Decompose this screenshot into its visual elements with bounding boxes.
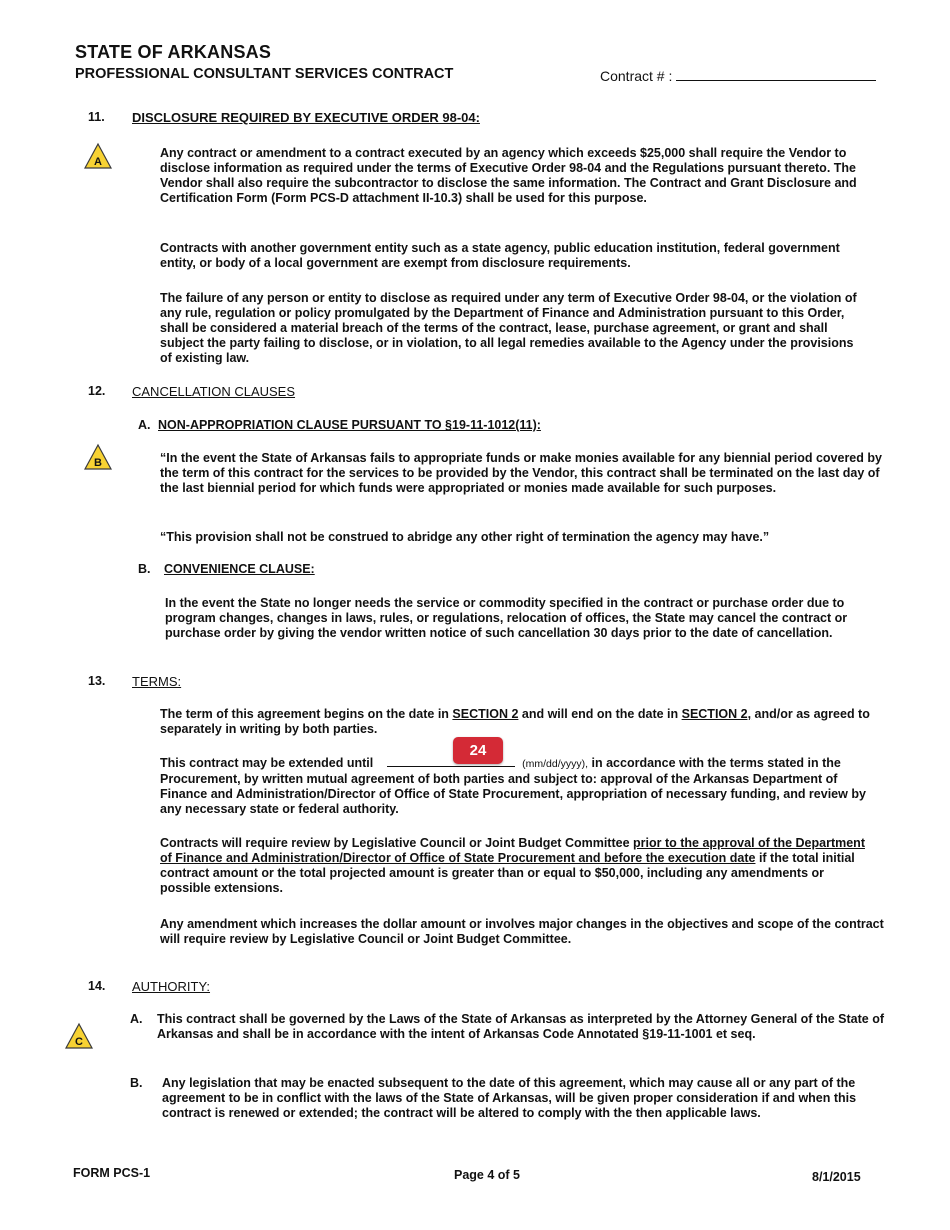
warning-c-letter: C bbox=[75, 1036, 83, 1048]
contract-number-field[interactable] bbox=[600, 68, 876, 84]
section-12-title: CANCELLATION CLAUSES bbox=[132, 384, 296, 399]
approval-timing-text: prior to the approval of the Department of Finance and Administration/Director of Office of State Procurement and before the execution date bbox=[160, 836, 865, 865]
warning-a-letter: A bbox=[94, 156, 102, 168]
warning-c-icon bbox=[64, 1022, 94, 1050]
contract-number-label: Contract # : bbox=[600, 68, 673, 84]
section-14a-text: This contract shall be governed by the Laws of the State of Arkansas as interpreted by the Attorney General of the State of Arkansas and shall be in accordance with the intent of Arkansas Code Annotated §19-11-1001 et seq. bbox=[157, 1012, 885, 1041]
section-12-number: 12. bbox=[88, 384, 106, 398]
section-12a-title: NON-APPROPRIATION CLAUSE PURSUANT TO §19-11-1012(11): bbox=[158, 418, 541, 432]
contract-number-line bbox=[676, 68, 876, 81]
section-12b-label: B. bbox=[138, 562, 151, 576]
section-11-paragraph-1: Any contract or amendment to a contract executed by an agency which exceeds $25,000 shall require the Vendor to disclose information as required under the terms of Executive Order 98-04 and the Regulations pursuant thereto. The Vendor shall also require the subcontractor to disclose the same information. The Contract and Grant Disclosure and Certification Form (Form PCS-D attachment II-10.3) shall be used for this purpose. bbox=[160, 146, 857, 205]
section-2-reference: SECTION 2 bbox=[452, 707, 519, 721]
section-11-paragraph-2: Contracts with another government entity such as a state agency, public education institution, federal government entity, or body of a local government are exempt from disclosure requirements. bbox=[160, 241, 840, 270]
section-12b-title: CONVENIENCE CLAUSE: bbox=[164, 562, 315, 576]
section-12a-paragraph-1: “In the event the State of Arkansas fails to appropriate funds or make monies available for any biennial period covered by the term of this contract for the services to be provided by the Vendor, this contract shall be terminated on the last day of the last biennial period for which funds were appropriated or monies made available for such purposes. bbox=[160, 451, 882, 495]
document-subtitle: PROFESSIONAL CONSULTANT SERVICES CONTRACT bbox=[75, 66, 454, 82]
field-number-badge: 24 bbox=[453, 737, 503, 764]
form-date: 8/1/2015 bbox=[812, 1170, 861, 1184]
warning-b-icon bbox=[83, 443, 113, 471]
section-11-title: DISCLOSURE REQUIRED BY EXECUTIVE ORDER 98-04: bbox=[132, 110, 480, 125]
section-2-reference-end: SECTION 2, bbox=[681, 707, 752, 721]
date-format-hint: (mm/dd/yyyy), bbox=[522, 758, 589, 770]
section-11-paragraph-3: The failure of any person or entity to disclose as required under any term of Executive Order 98-04, or the violation of any rule, regulation or policy promulgated by the Department of Finance and Administration pursuant to this Order, shall be considered a material breach of the terms of the contract, lease, purchase agreement, or grant and shall subject the party failing to disclose, or in violation, to all legal remedies available to the Agency under the provisions of existing law. bbox=[160, 291, 857, 365]
form-id: FORM PCS-1 bbox=[73, 1166, 151, 1180]
section-14a-label: A. bbox=[130, 1012, 143, 1026]
section-13-paragraph-4: Any amendment which increases the dollar amount or involves major changes in the objectives and scope of the contract will require review by Legislative Council or Joint Budget Committee. bbox=[160, 917, 884, 946]
section-11-number: 11. bbox=[88, 110, 105, 124]
section-14b-label: B. bbox=[130, 1076, 143, 1090]
warning-a-icon bbox=[83, 142, 113, 170]
section-12a-label: A. bbox=[138, 418, 151, 432]
section-13-number: 13. bbox=[88, 674, 106, 688]
section-13-paragraph-3: Contracts will require review by Legislative Council or Joint Budget Committee prior to the approval of the Department of Finance and Administration/Director of Office of State Procurement and before the execution date if the total initial contract amount or the total projected amount is greater than or equal to $50,000, including any amendments or possible extensions. bbox=[160, 836, 865, 895]
section-12a-paragraph-2: “This provision shall not be construed to abridge any other right of termination the agency may have.” bbox=[160, 530, 770, 544]
section-13-title: TERMS: bbox=[132, 674, 182, 689]
page-number: Page 4 of 5 bbox=[454, 1168, 520, 1182]
section-14-number: 14. bbox=[88, 979, 106, 993]
section-13-paragraph-1: The term of this agreement begins on the date in SECTION 2 and will end on the date in SECTION 2, and/or as agreed to separately in writing by both parties. bbox=[160, 707, 870, 736]
section-13-paragraph-2: This contract may be extended until (mm/dd/yyyy), in accordance with the terms stated in the Procurement, by written mutual agreement of both parties and subject to: approval of the Arkansas Department of Finance and Administration/Director of Office of State Procurement, appropriation of necessary funding, and review by any necessary state or federal authority. bbox=[160, 756, 866, 816]
warning-b-letter: B bbox=[94, 457, 102, 469]
section-12b-paragraph: In the event the State no longer needs the service or commodity specified in the contract or purchase order due to program changes, changes in laws, rules, or regulations, relocation of offices, the State may cancel the contract or purchase order by giving the vendor written notice of such cancellation 30 days prior to the date of cancellation. bbox=[165, 596, 848, 640]
section-14b-text: Any legislation that may be enacted subsequent to the date of this agreement, which may cause all or any part of the agreement to be in conflict with the laws of the State of Arkansas, will be given proper consideration if and when this contract is renewed or extended; the contract will be altered to comply with the then applicable laws. bbox=[162, 1076, 857, 1120]
section-14-title: AUTHORITY: bbox=[132, 979, 211, 994]
document-title: STATE OF ARKANSAS bbox=[75, 42, 272, 62]
